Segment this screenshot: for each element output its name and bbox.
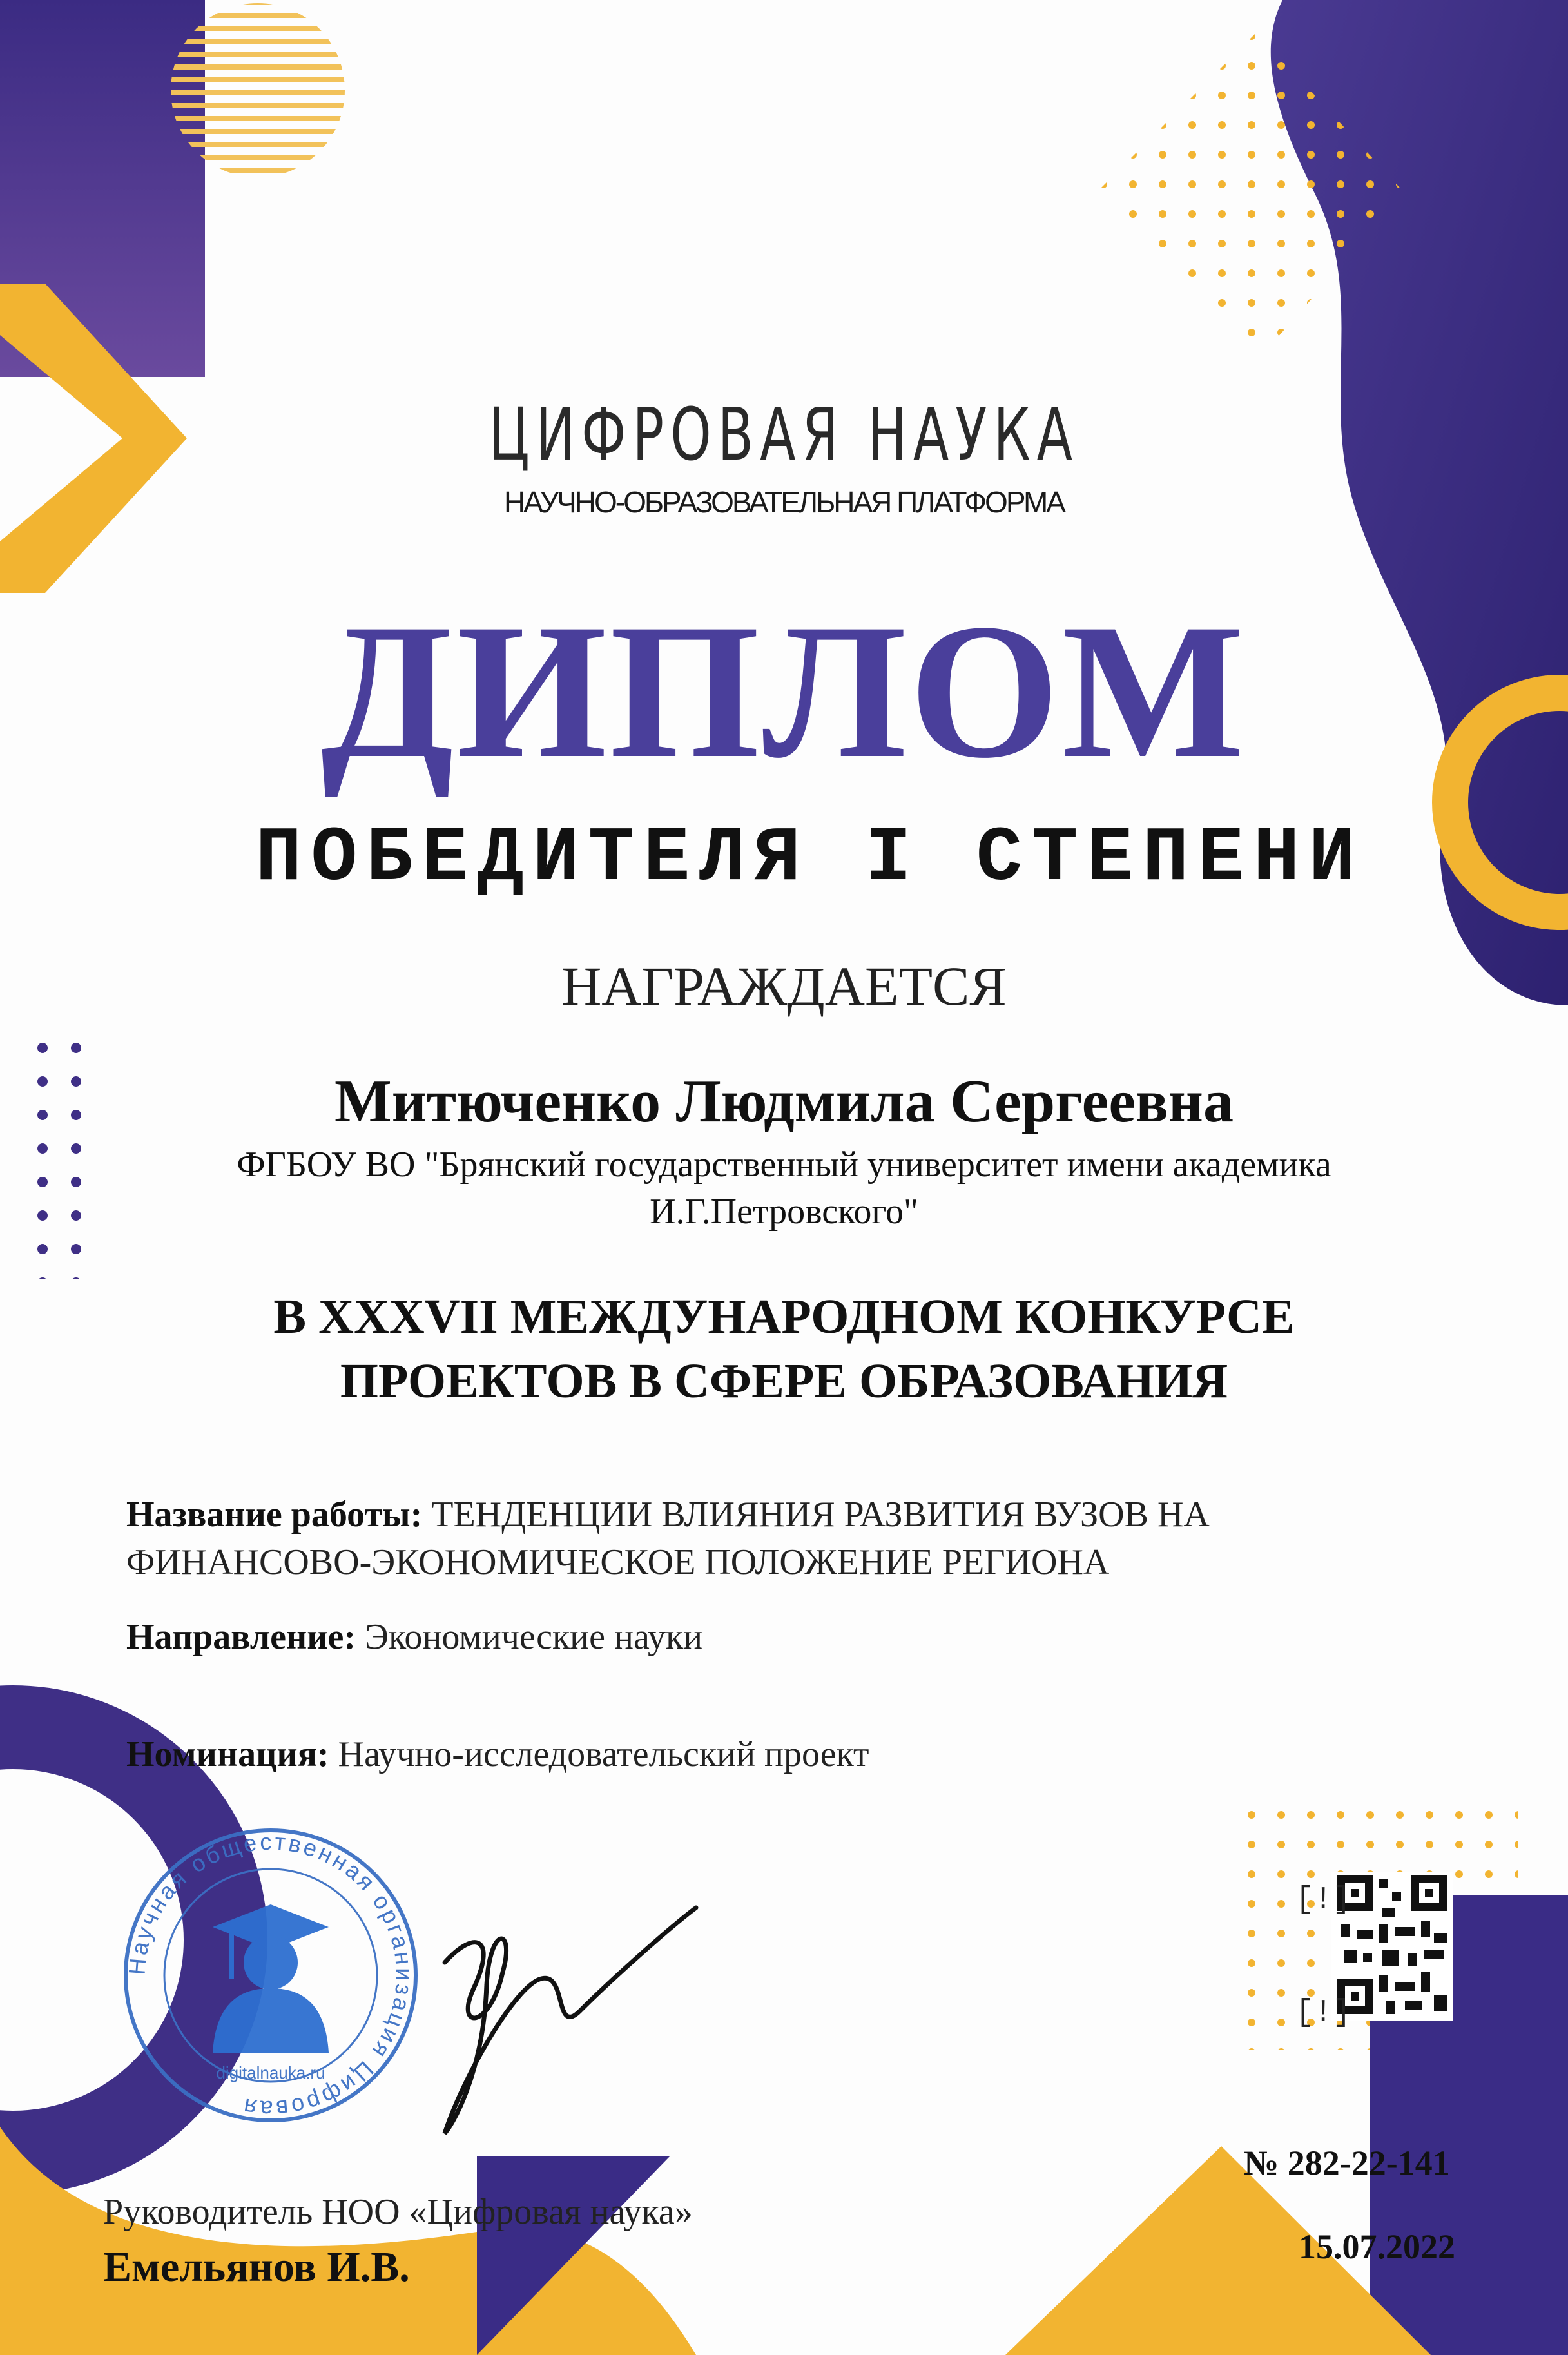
work-title-label: Название работы: [126, 1495, 423, 1535]
nomination-row [126, 1734, 869, 1775]
signature [445, 1908, 696, 2133]
document-date: 15.07.2022 [1299, 2227, 1455, 2266]
qr-marker-top: [!] [1295, 1883, 1351, 1917]
contest-line-1: В XXXVII МЕЖДУНАРОДНОМ КОНКУРСЕ [273, 1290, 1295, 1344]
work-title-value-line-1: ТЕНДЕНЦИИ ВЛИЯНИЯ РАЗВИТИЯ ВУЗОВ НА [431, 1495, 1210, 1535]
nomination-label: Номинация: [126, 1734, 329, 1774]
work-title-row [126, 1494, 1210, 1535]
brand-subtitle: НАУЧНО-ОБРАЗОВАТЕЛЬНАЯ ПЛАТФОРМА [504, 485, 1064, 519]
direction-label: Направление: [126, 1617, 356, 1657]
brand-title: ЦИФРОВАЯ НАУКА [489, 393, 1079, 477]
diploma-title: ДИПЛОМ [320, 584, 1248, 798]
direction-value: Экономические науки [365, 1617, 703, 1657]
stamp-site-text: digitalnauka.ru [216, 2063, 325, 2082]
direction-row [126, 1616, 702, 1658]
document-number: № 282-22-141 [1244, 2144, 1450, 2182]
nomination-value: Научно-исследовательский проект [338, 1734, 869, 1774]
awarded-label: НАГРАЖДАЕТСЯ [561, 955, 1007, 1017]
contest-line-2: ПРОЕКТОВ В СФЕРЕ ОБРАЗОВАНИЯ [340, 1354, 1228, 1408]
qr-marker-bottom: [!] [1295, 1995, 1351, 2030]
leader-name: Емельянов И.В. [103, 2244, 410, 2291]
recipient-name: Митюченко Людмила Сергеевна [334, 1068, 1234, 1135]
organization-line-2: И.Г.Петровского" [650, 1192, 918, 1232]
bottom-left-purple-ring [0, 1727, 226, 2153]
organization-stamp [124, 1828, 418, 2123]
leader-role: Руководитель НОО «Цифровая наука» [103, 2192, 693, 2232]
diploma-degree: ПОБЕДИТЕЛЯ I СТЕПЕНИ [255, 815, 1364, 903]
stamp-ring-text: Научная общественная организация Цифровая [123, 1828, 418, 2123]
organization-line-1: ФГБОУ ВО "Брянский государственный университет имени академика [237, 1145, 1331, 1185]
work-title-value-line-2: ФИНАНСОВО-ЭКОНОМИЧЕСКОЕ ПОЛОЖЕНИЕ РЕГИОНА [126, 1542, 1110, 1582]
